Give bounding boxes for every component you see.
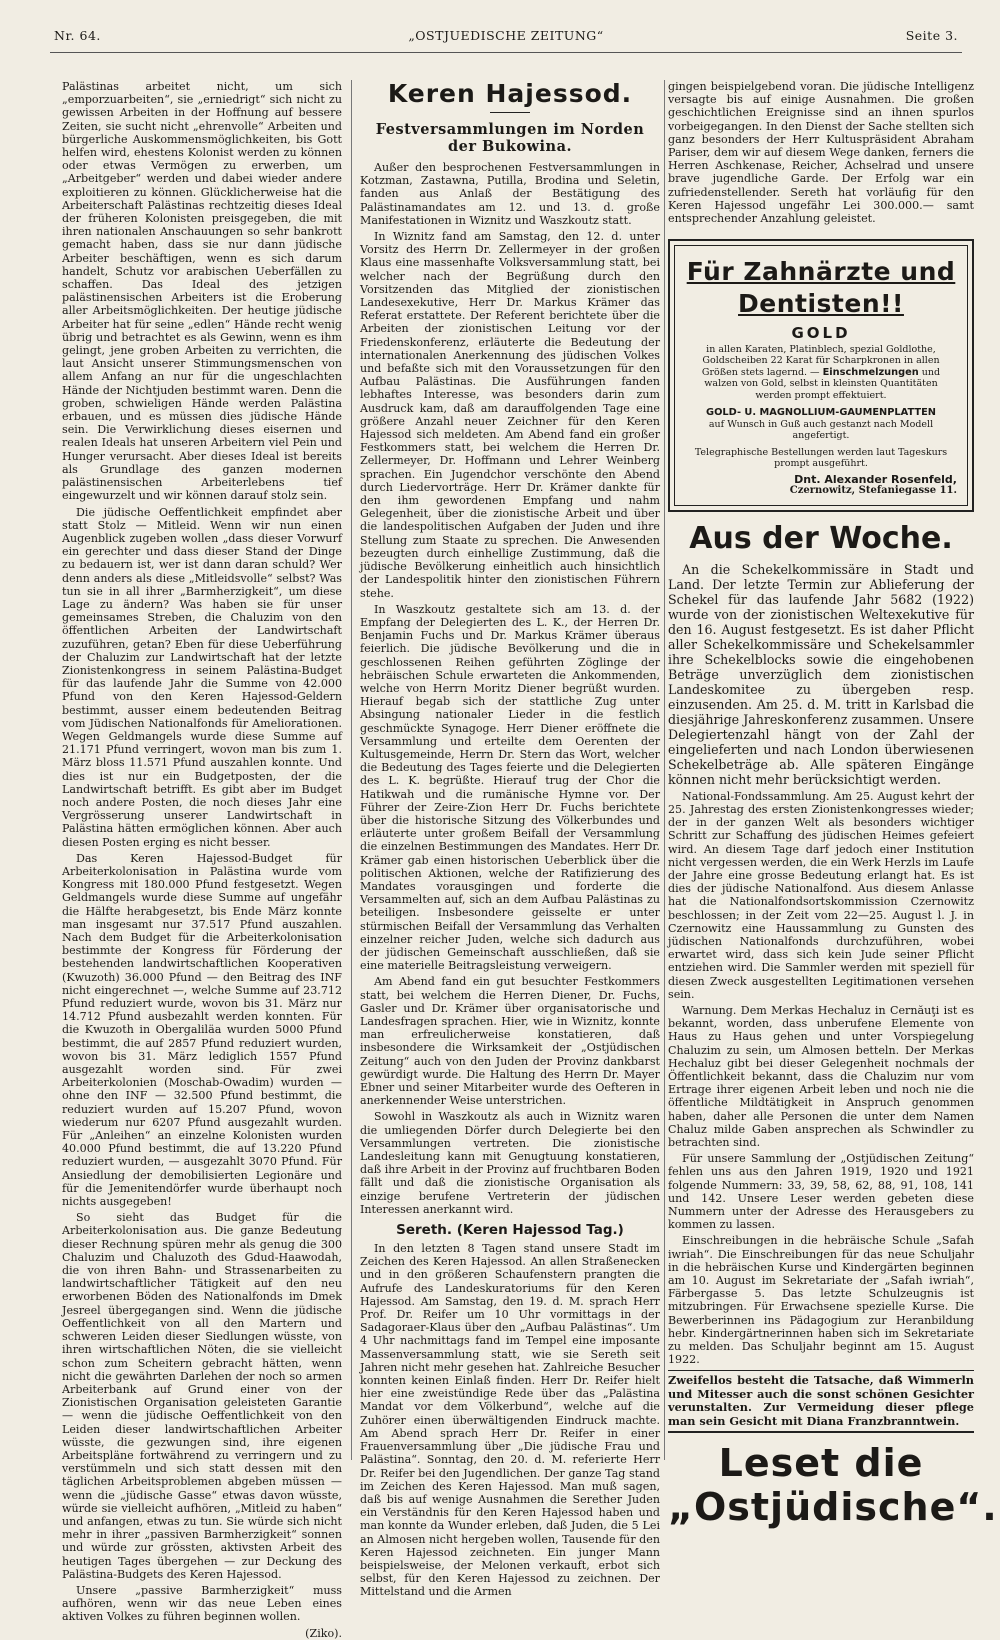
column-1 [62,80,342,1640]
news-item: Einschreibungen in die hebräische Schule „Safah iwriah“. Die Einschreibungen für das neue Schuljahr in die hebräischen Kurse und Kindergärten beginnen am 10. August im Sekretariate der „Safah iwriah“, Färbergasse 5. Das letzte Schulzeugnis ist mitzubringen. Für Erwachsene spezielle Kurse. Die Bewerberinnen ins Pädagogium zur Heranbildung hebr. Kindergärtnerinnen haben sich im Sekretariate zu melden. Das Schuljahr beginnt am 15. August 1922. [668,1234,974,1367]
issue-number: Nr. 64. [54,28,101,43]
headline-rule [490,112,530,113]
news-item: Für unsere Sammlung der „Ostjüdischen Zeitung“ fehlen uns aus den Jahren 1919, 1920 und 1921 folgende Nummern: 33, 39, 58, 62, 88, 91, 108, 141 und 142. Unsere Leser werden gebeten diese Nummern unter der Adresse des Herausgebers zu kommen zu lassen. [668,1152,974,1232]
ad-text-1-bold: Einschmelzungen [822,366,919,378]
article-paragraph: gingen beispielgebend voran. Die jüdische Intelligenz versagte bis auf einige Ausnahmen. Die großen geschichtlichen Ereignisse sind an ihnen spurlos vorbeigegangen. In den Dienst der Sache stellten sich ganz besonders der Herr Kultuspräsident Abraham Pariser, dem wir auf diesem Wege danken, ferners die Herren Aschkenase, Reicher, Achselrad und unsere brave jugendliche Garde. Der Erfolg war ein zufriedenstellender. Sereth hat vorläufig für den Keren Hajessod ungefähr Lei 300.000.— samt entsprechender Anzahlung geleistet. [668,80,974,226]
article-paragraph: Die jüdische Oeffentlichkeit empfindet aber statt Stolz — Mitleid. Wenn wir nun einen Augenblick zugeben wollen „dass dieser Vorwurf ein gerechter und dass dieser Stand der Dinge zu bedauern ist, wer ist dann daran schuld? Wer denn anders als diese „Mitleidsvolle“ selbst? Was tun sie in all ihrer „Barmherzigkeit“, um diese Lage zu ändern? Was haben sie für unser gemeinsames Streben, die Chaluzim von den öffentlichen Arbeiten der Landwirtschaft zuzuführen, getan? Eben für diese Ueberführung der Chaluzim zur Landwirtschaft hat der letzte Zionistenkongress in seinem Palästina-Budget für das laufende Jahr die Summe von 42.000 Pfund von den Keren Hajessod-Geldern bestimmt, ausser einem bedeutenden Beitrag vom Jüdischen Nationalfonds für Ameliorationen. Wegen Geldmangels wurde diese Summe auf 21.171 Pfund verringert, wovon man bis zum 1. März bloss 11.571 Pfund auszahlen konnte. Und dies ist nur ein Budgetposten, der die Landwirtschaft betrifft. Es gibt aber im Budget noch andere Posten, die noch dieses Jahr eine Vergrösserung unserer Landwirtschaft in Palästina hätten ermöglichen können. Aber auch diesen Posten erging es nicht besser. [62,505,342,849]
article-paragraph: Unsere „passive Barmherzigkeit“ muss aufhören, wenn wir das neue Leben eines aktiven Volkes zu führen beginnen wollen. [62,1583,342,1624]
leset-ostjuedische-ad: Leset die „Ostjüdische“. [668,1441,998,1530]
ad-text-1: in allen Karaten, Platinblech, spezial Goldlothe, Goldscheiben 22 Karat für Scharpkronen in allen Größen stets lagernd. — [701,343,940,378]
article-paragraph: Am Abend fand ein gut besuchter Festkommers statt, bei welchem die Herren Diener, Dr. Fuchs, Gasler und Dr. Krämer über organisatorische und Landesfragen sprachen. Hier, wie in Wiznitz, konnte man erfreulicherweise konstatieren, daß insbesondere die Wirksamkeit der „Ostjüdischen Zeitung“ auch von den Juden der Provinz dankbarst gewürdigt wurde. Die Haltung des Herrn Dr. Mayer Ebner und seiner Mitarbeiter wurde des Oefteren in anerkennender Weise unterstrichen. [360,975,660,1108]
page-number: Seite 3. [905,28,958,43]
ad-platten: GOLD- U. MAGNOLLIUM-GAUMENPLATTEN [706,407,936,419]
newspaper-title: „OSTJUEDISCHE ZEITUNG“ [408,28,604,43]
article-paragraph: In den letzten 8 Tagen stand unsere Stadt im Zeichen des Keren Hajessod. An allen Straßenecken und in den größeren Schaufenstern prangten die Aufrufe des Landeskuratoriums für den Keren Hajessod. Am Samstag, den 19. d. M. sprach Herr Prof. Dr. Reifer um 10 Uhr vormittags in der Sadagoraer-Klaus über den „Aufbau Palästinas“. Um 4 Uhr nachmittags fand im Tempel eine imposante Massenversammlung statt, wie sie Sereth seit Jahren nicht mehr gesehen hat. Zahlreiche Besucher konnten keinen Einlaß finden. Herr Dr. Reifer hielt hier eine zweistündige Rede über das „Palästina Mandat vor dem Völkerbund“, welche auf die Zuhörer einen überwältigenden Eindruck machte. Am Abend sprach Herr Dr. Reifer in einer Frauenversammlung über „Die jüdische Frau und Palästina“. Sonntag, den 20. d. M. referierte Herr Dr. Reifer bei den Jugendlichen. Der ganze Tag stand im Zeichen des Keren Hajessod. Man muß sagen, daß bis auf wenige Ausnahmen die Serether Juden ein Verständnis für den Keren Hajessod haben und man konnte da Wunder erleben, daß Juden, die 5 Lei an Almosen nicht hergeben wollen, Tausende für den Keren Hajessod zeichneten. Ein junger Mann beispielsweise, der Melonen verkauft, erbot sich selbst, für den Keren Hajessod zu zeichnen. Der Mittelstand und die Armen [360,1242,660,1599]
news-item: National-Fondssammlung. Am 25. August kehrt der 25. Jahrestag des ersten Zionistenkongresses wieder; der in der ganzen Welt als besonders wichtiger Schritt zur Schaffung des jüdischen Heimes gefeiert wird. An diesem Tage darf jedoch einer Institution nicht vergessen werden, die ein Werk Herzls im Laufe der Jahre eine grosse Bedeutung erlangt hat. Es ist dies der jüdische Nationalfond. Aus diesem Anlasse hat die Nationalfondsortskommission Czernowitz beschlossen; in der Zeit vom 22—25. August l. J. in Czernowitz eine Haussammlung zu Gunsten des jüdischen Nationalfonds durchzuführen, wobei erwartet wird, dass sich kein Jude seiner Pflicht entziehen wird. Die Sammler werden mit speziell für diesen Zweck ausgestellten Legitimationen versehen sein. [668,789,974,1001]
aus-der-woche-headline: Aus der Woche. [689,520,953,556]
franzbranntwein-ad: Zweifellos besteht die Tatsache, daß Wimmerln und Mitesser auch die sonst schönen Gesichter verunstalten. Zur Vermeidung dieser pflege man sein Gesicht mit Diana Franzbranntwein. [668,1370,974,1433]
ad-text [685,344,957,402]
article-paragraph: So sieht das Budget für die Arbeiterkolonisation aus. Die ganze Bedeutung dieser Rechnung spüren mehr als genug die 300 Chaluzim und Chaluzoth des Gdud-Haawodah, die von ihren Bahn- und Strassenarbeiten zu landwirtschaftlicher Tätigkeit auf den neu erworbenen Böden des Nationalfonds im Dmek Jesreel übergegangen sind. Wenn die jüdische Oeffentlichkeit von all den Martern und schweren Leiden dieser Siedlungen wüsste, von ihren wirtschaftlichen Nöten, die sie vielleicht schon zum Scheitern gebracht hätten, wenn nicht die gewährten Darlehen der noch so armen Arbeiterbank auf Grund einer von der Zionistischen Organisation geleisteten Garantie — wenn die jüdische Oeffentlichkeit von den Leiden dieser landwirtschaftlichen Arbeiter wüsste, die gezwungen sind, ihre eigenen Arbeitspläne fortwährend zu verringern und zu verstümmeln und sich statt dessen mit den täglichen Arbeitsproblemen abgeben müssen — wenn die „jüdische Gasse“ etwas davon wüsste, würde sie vielleicht aufhören, „Mitleid zu haben“ und anfangen, etwas zu tun. Sie würde sich nicht mehr in ihrer „passiven Barmherzigkeit“ sonnen und würde zur grössten, aktivsten Arbeit des heutigen Tages übergehen — zur Deckung des Palästina-Budgets des Keren Hajessod. [62,1211,342,1581]
article-signature: (Ziko). [305,1626,342,1640]
sereth-headline: Sereth. (Keren Hajessod Tag.) [396,1222,624,1239]
article-paragraph: Sowohl in Waszkoutz als auch in Wiznitz waren die umliegenden Dörfer durch Delegierte bei den Versammlungen vertreten. Die zionistische Landesleitung kann mit Genugtuung konstatieren, daß ihre Arbeit in der Provinz auf fruchtbaren Boden fällt und daß die zionistische Organisation als einzige berufene Vertreterin der jüdischen Interessen anerkannt wird. [360,1110,660,1216]
article-paragraph: Das Keren Hajessod-Budget für Arbeiterkolonisation in Palästina wurde vom Kongress mit 180.000 Pfund festgesetzt. Wegen Geldmangels wurde diese Summe auf ungefähr die Hälfte herabgesetzt, bis Ende März konnte man insgesamt nur 37.517 Pfund auszahlen. Nach dem Budget für die Arbeiterkolonisation bestimmte der Kongress für Förderung der bestehenden landwirtschaftlichen Kooperativen (Kwuzoth) 36.000 Pfund — den Beitrag des INF nicht eingerechnet —, welche Summe auf 23.712 Pfund reduziert wurde, wovon bis 31. März nur 14.712 Pfund ausbezahlt werden konnten. Für die Kwuzoth in Obergaliläa wurden 5000 Pfund bestimmt, die auf 2857 Pfund reduziert wurden, wovon bis 31. März lediglich 1557 Pfund ausgezahlt worden sind. Für zwei Arbeiterkolonien (Moschab-Owadim) wurden — ohne den INF — 32.500 Pfund bestimmt, die reduziert wurden auf 15.207 Pfund, wovon wiederum nur 6207 Pfund ausgezahlt wurden. Für „Anleihen“ an einzelne Kolonisten wurden 40.000 Pfund bestimmt, die auf 13.220 Pfund reduziert wurden, — ausgezahlt 3070 Pfund. Für Ansiedlung der demobilisierten Legionäre und für die Jemenitendörfer wurde überhaupt noch nichts ausgegeben! [62,851,342,1209]
keren-hajessod-headline: Keren Hajessod. [387,79,633,108]
article-paragraph: Außer den besprochenen Festversammlungen in Kotzman, Zastawna, Putilla, Brodina und Seletin, fanden aus Anlaß der Bestätigung des Palästinamandates am 12. und 13. d. große Manifestationen in Wiznitz und Waszkoutz statt. [360,161,660,227]
ad-address: Czernowitz, Stefaniegasse 11. [789,485,957,497]
ad-frame [674,245,968,506]
column-2 [360,79,660,1599]
column-3 [668,80,998,1530]
ad-text-1-end: und walzen von Gold, selbst in kleinsten Quantitäten werden prompt effektuiert. [704,366,941,401]
ad-text-2: auf Wunsch in Guß auch gestanzt nach Modell angefertigt. [708,418,934,442]
ad-title: Für Zahnärzte und Dentisten!! [686,257,956,319]
festversammlungen-subheadline: Festversammlungen im Norden der Bukowina. [375,121,645,155]
article-paragraph: In Wiznitz fand am Samstag, den 12. d. unter Vorsitz des Herrn Dr. Zellermeyer in der großen Klaus eine massenhafte Volksversammlung statt, bei welcher nach der Begrüßung durch den Vorsitzenden das Mitglied der zionistischen Landesexekutive, Herr Dr. Markus Krämer das Referat erstattete. Der Referent berichtete über die Arbeiten der zionistischen Leitung vor der Friedenskonferenz, erläuterte die Bedeutung der internationalen Anerkennung des jüdischen Volkes und befaßte sich mit den Voraussetzungen für den Aufbau Palästinas. Die Ausführungen fanden lebhaftes Interesse, was besonders darin zum Ausdruck kam, daß am darauffolgenden Tage eine größere Anzahl neuer Zeichner für den Keren Hajessod sich meldeten. Am Abend fand ein großer Festkommers statt, bei welchem die Herren Dr. Zellermeyer, Dr. Hoffmann und Lehrer Weinberg sprachen. Ein Jugendchor verschönte den Abend durch Liedervorträge. Herr Dr. Krämer dankte für den ihm gewordenen Empfang und nahm Gelegenheit, über die zionistische Arbeit und über die landespolitischen Aufgaben der Juden und ihre Stellung zum Staate zu sprechen. Die Anwesenden bezeugten durch einhellige Zustimmung, daß die jüdische Bevölkerung einheitlich auch hinsichtlich der Landespolitik hinter den zionistischen Führern stehe. [360,230,660,600]
ad-text-3: Telegraphische Bestellungen werden laut Tageskurs prompt ausgeführt. [694,446,948,470]
ad-gold: GOLD [791,324,851,343]
schekel-notice: An die Schekelkommissäre in Stadt und Land. Der letzte Termin zur Ablieferung der Schekel für das laufende Jahr 5682 (1922) wurde von der zionistischen Weltexekutive für den 16. August festgesetzt. Es ist daher Pflicht aller Schekelkommissäre und Schekelsammler ihre Schekelblocks sowie die eingehobenen Beträge unverzüglich dem zionistischen Landeskomitee zu übergeben resp. einzusenden. Am 25. d. M. tritt in Karlsbad die diesjährige Jahreskonferenz zusammen. Unsere Delegiertenzahl hängt von der Zahl der eingelieferten und nach London überwiesenen Schekelbeträge ab. Alle späteren Eingänge können nicht mehr berücksichtigt werden. [668,561,974,787]
article-paragraph: In Waszkoutz gestaltete sich am 13. d. der Empfang der Delegierten des L. K., der Herren Dr. Benjamin Fuchs und Dr. Markus Krämer überaus feierlich. Die jüdische Bevölkerung und die in geschlossenen Reihen geführten Zöglinge der hebräischen Schule erwarteten die Ankommenden, welche von Herrn Moritz Diener begrüßt wurden. Hierauf begab sich der stattliche Zug unter Absingung nationaler Lieder in die festlich geschmückte Synagoge. Herr Diener eröffnete die Versammlung und erteilte dem Oerenten der Kultusgemeinde, Herrn Dr. Stern das Wort, welcher die Bedeutung des Tages feierte und die Delegierten des L. K. begrüßte. Hierauf trug der Chor die Hatikwah und die rumänische Hymne vor. Der Führer der Zeire-Zion Herr Dr. Fuchs berichtete über die historische Sitzung des Völkerbundes und erläuterte unter großem Beifall der Versammlung die einzelnen Bestimmungen des Mandates. Herr Dr. Krämer gab einen historischen Ueberblick über die politischen Aktionen, welche der Ratifizierung des Mandates vorausgingen und forderte die Versammelten auf, sich an dem Aufbau Palästinas zu beteiligen. Insbesondere geisselte er unter stürmischen Beifall der Versammlung das Verhalten einzelner reicher Juden, welche sich dadurch aus der jüdischen Gemeinschaft ausschließen, daß sie eine materielle Beitragsleistung verweigern. [360,602,660,973]
ad-signature: Dnt. Alexander Rosenfeld, [794,472,957,486]
column-divider-2 [664,80,665,1460]
news-item: Warnung. Dem Merkas Hechaluz in Cernăuţi ist es bekannt, worden, dass unberufene Elemente von Haus zu Haus gehen und unter Vorspiegelung Chaluzim zu sein, um Almosen betteln. Der Merkas Hechaluz gibt bei dieser Gelegenheit nochmals der Öffentlichkeit bekannt, dass die Chaluzim nur vom Ertrage ihrer eigenen Arbeit leben und noch nie die öffentliche Mildtätigkeit in Anspruch genommen haben, daher alle Personen die unter dem Namen Chaluz milde Gaben ansprechen als Schwindler zu betrachten sind. [668,1003,974,1150]
page-header [54,28,958,50]
column-divider-1 [351,80,352,1460]
article-paragraph: Palästinas arbeitet nicht, um sich „emporzuarbeiten“, sie „erniedrigt“ sich nicht zu gewissen Arbeiten in der Hoffnung auf bessere Zeiten, sie sucht nicht „ehrenvolle“ Arbeiten und bürgerliche Auskommensmöglichkeiten, bis Gott helfen wird, ehestens Kolonist werden zu können oder etwas Vermögen zu erwerben, um „Arbeitgeber“ werden und dabei wieder andere exploitieren zu können. Glücklicherweise hat die Arbeiterschaft Palästinas rechtzeitig dieses Ideal der früheren Kolonisten preisgegeben, die mit ihren nationalen Anschauungen so sehr bankrott gemacht haben, dass sie nur dann jüdische Arbeiter beschäftigen, wenn es sich darum handelt, Schutz vor arabischen Ueberfällen zu schaffen. Das Ideal des jetzigen palästinensischen Arbeiters ist die Eroberung aller Arbeitsmöglichkeiten. Der heutige jüdische Arbeiter hat für seine „edlen“ Hände recht wenig übrig und betrachtet es als Gewinn, wenn es ihm gelingt, jene groben Arbeiten zu verrichten, die laut Ansicht unserer Stimmungsmenschen von allem Anfang an nur für die ungeschlachten Hände der Nichtjuden bestimmt waren. Denn die groben, schwieligen Hände werden Palästina erbauen, und es müssen dies jüdische Hände sein. Die Verwirklichung dieses eisernen und realen Ideals hat unseren Arbeitern viel Pein und Hunger verursacht. Aber dieses Ideal ist bereits als Grundlage des ganzen modernen palästinensischen Arbeiterlebens tief eingewurzelt und wir können darauf stolz sein. [62,80,342,503]
header-rule [50,52,962,53]
dentist-gold-advertisement [668,239,974,512]
